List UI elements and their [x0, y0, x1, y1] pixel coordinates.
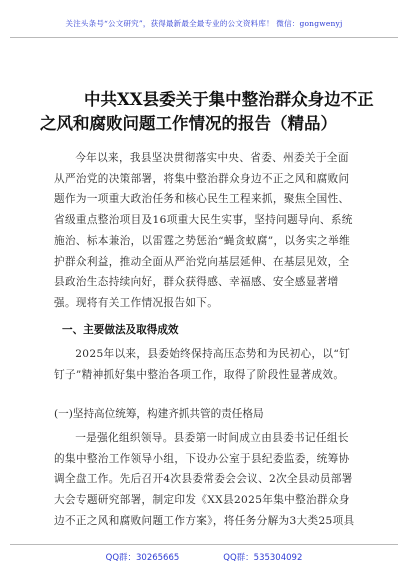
paragraph-section-1-text: 2025年以来，县委始终保持高压态势和为民初心，以“钉钉子”精神抓好集中整治各项工作，取得了阶段性显著成效。 — [54, 348, 351, 381]
document-title-line-2: 之风和腐败问题工作情况的报告（精品） — [40, 114, 337, 133]
paragraph-intro — [54, 148, 356, 314]
footer-qq-group-1: QQ群：30265665 — [105, 553, 180, 563]
paragraph-intro-text: 今年以来，我县坚决贯彻落实中央、省委、州委关于全面从严治党的决策部署，将集中整治群众身边不正之风和腐败问题作为一项重大政治任务和核心民生工程来抓，聚焦全国性、省级重点整治项目及16项重大民生实事，坚持问题导向、系统施治、标本兼治，以雷霆之势惩治“蝇贪蚁腐”，以务实之举维护群众利益，推动全面从严治党向基层延伸、在基层见效，全县政治生态持续向好，群众获得感、幸福感、安全感显著增强。现将有关工作情况报告如下。 — [54, 152, 353, 309]
paragraph-subsection-1 — [54, 428, 356, 532]
paragraph-subsection-1-text: 一是强化组织领导。县委第一时间成立由县委书记任组长的集中整治工作领导小组，下设办公室于县纪委监委，统筹协调全盘工作。先后召开4次县委常委会会议、2次全县动员部署大会专题研究部署，制定印发《XX县2025年集中整治群众身边不正之风和腐败问题工作方案》，将任务分解为3大类25项具 — [54, 432, 355, 527]
section-heading-1: 一、主要做法及取得成效 — [62, 324, 179, 336]
footer-qq-group-2: QQ群：535304092 — [223, 553, 303, 563]
footer — [0, 551, 408, 563]
header-divider — [10, 37, 398, 38]
paragraph-section-1 — [54, 344, 356, 385]
header-banner-text: 关注头条号“公文研究”，获得最新最全最专业的公文资料库！ 微信：gongwenyj — [65, 19, 343, 28]
document-title-line-1: 中共XX县委关于集中整治群众身边不正 — [84, 90, 374, 109]
subsection-heading-1: (一)坚持高位统筹，构建齐抓共管的责任格局 — [54, 408, 264, 420]
footer-divider — [10, 544, 398, 545]
